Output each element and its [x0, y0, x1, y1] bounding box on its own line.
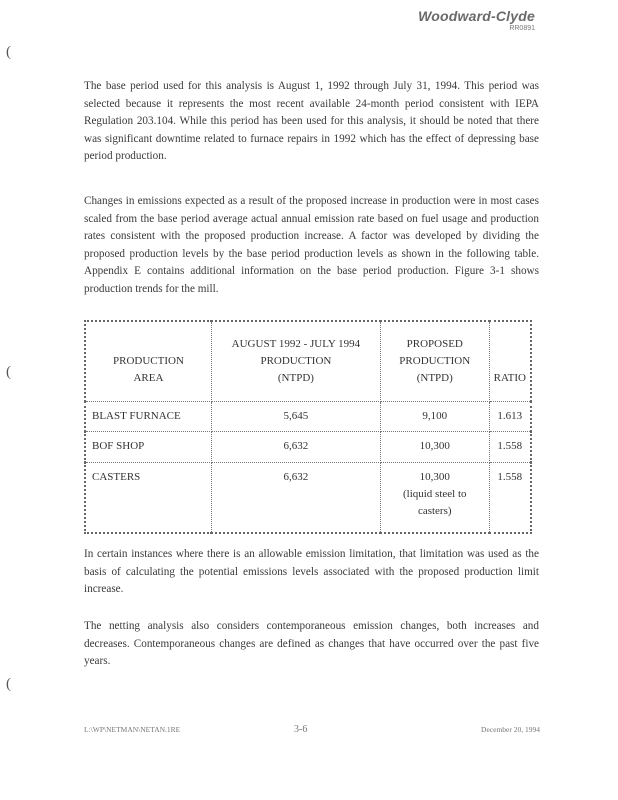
paragraph-emission-changes: Changes in emissions expected as a result of the proposed increase in production were in most cases scaled from the base period average actual annual emission rate based on fuel usage and production rates consistent with the proposed production increase. A factor was developed by dividing the proposed production levels by the base period production levels as shown in the following table. Appendix E contains additional information on the base period production. Figure 3-1 shows production trends for the mill.	[84, 195, 539, 295]
header-proposed-production: PROPOSED PRODUCTION (NTPD)	[380, 321, 489, 401]
footer-date: December 20, 1994	[481, 725, 540, 734]
cell-area: BOF SHOP	[85, 432, 211, 462]
table-row	[85, 462, 531, 533]
cell-proposed-production	[380, 462, 489, 533]
cell-proposed-note: (liquid steel to casters)	[402, 487, 467, 517]
paragraph-netting-analysis: The netting analysis also considers contemporaneous emission changes, both increases and decreases. Contemporaneous changes are defined as changes that have occurred over the past five years.	[84, 620, 539, 667]
cell-proposed-production: 10,300	[380, 432, 489, 462]
cell-ratio: 1.558	[489, 432, 531, 462]
header-base-production: AUGUST 1992 - JULY 1994 PRODUCTION (NTPD)	[211, 321, 380, 401]
cell-area: CASTERS	[85, 462, 211, 533]
production-table	[84, 320, 532, 534]
binder-hole-mark-bottom: (	[6, 676, 11, 692]
company-header	[418, 8, 535, 32]
binder-hole-mark-top: (	[6, 44, 11, 60]
header-ratio: RATIO	[489, 321, 531, 401]
paragraph-allowable-limits: In certain instances where there is an allowable emission limitation, that limitation was used as the basis of calculating the potential emissions levels associated with the proposed production limit increase.	[84, 548, 539, 595]
table-row	[85, 432, 531, 462]
table-header-row	[85, 321, 531, 401]
binder-hole-mark-middle: (	[6, 364, 11, 380]
header-production-area: PRODUCTION AREA	[85, 321, 211, 401]
cell-proposed-value: 10,300	[419, 470, 450, 483]
footer-page-number: 3-6	[294, 724, 308, 735]
cell-proposed-production: 9,100	[380, 401, 489, 431]
cell-area: BLAST FURNACE	[85, 401, 211, 431]
cell-ratio: 1.558	[489, 462, 531, 533]
cell-base-production: 5,645	[211, 401, 380, 431]
page-footer	[84, 724, 540, 738]
company-logo: Woodward-Clyde	[418, 8, 535, 24]
cell-base-production: 6,632	[211, 432, 380, 462]
cell-ratio: 1.613	[489, 401, 531, 431]
paragraph-base-period: The base period used for this analysis is August 1, 1992 through July 31, 1994. This period was selected because it represents the most recent available 24-month period consistent with IEPA Regulation 203.104. While this period has been used for this analysis, it should be noted that there was significant downtime related to furnace repairs in 1992 which has the effect of depressing base period production.	[84, 80, 539, 162]
document-code: RR0891	[509, 25, 535, 32]
footer-file-path: L:\WP\NETMAN\NETAN.1RE	[84, 725, 181, 734]
table-row	[85, 401, 531, 431]
cell-base-production: 6,632	[211, 462, 380, 533]
